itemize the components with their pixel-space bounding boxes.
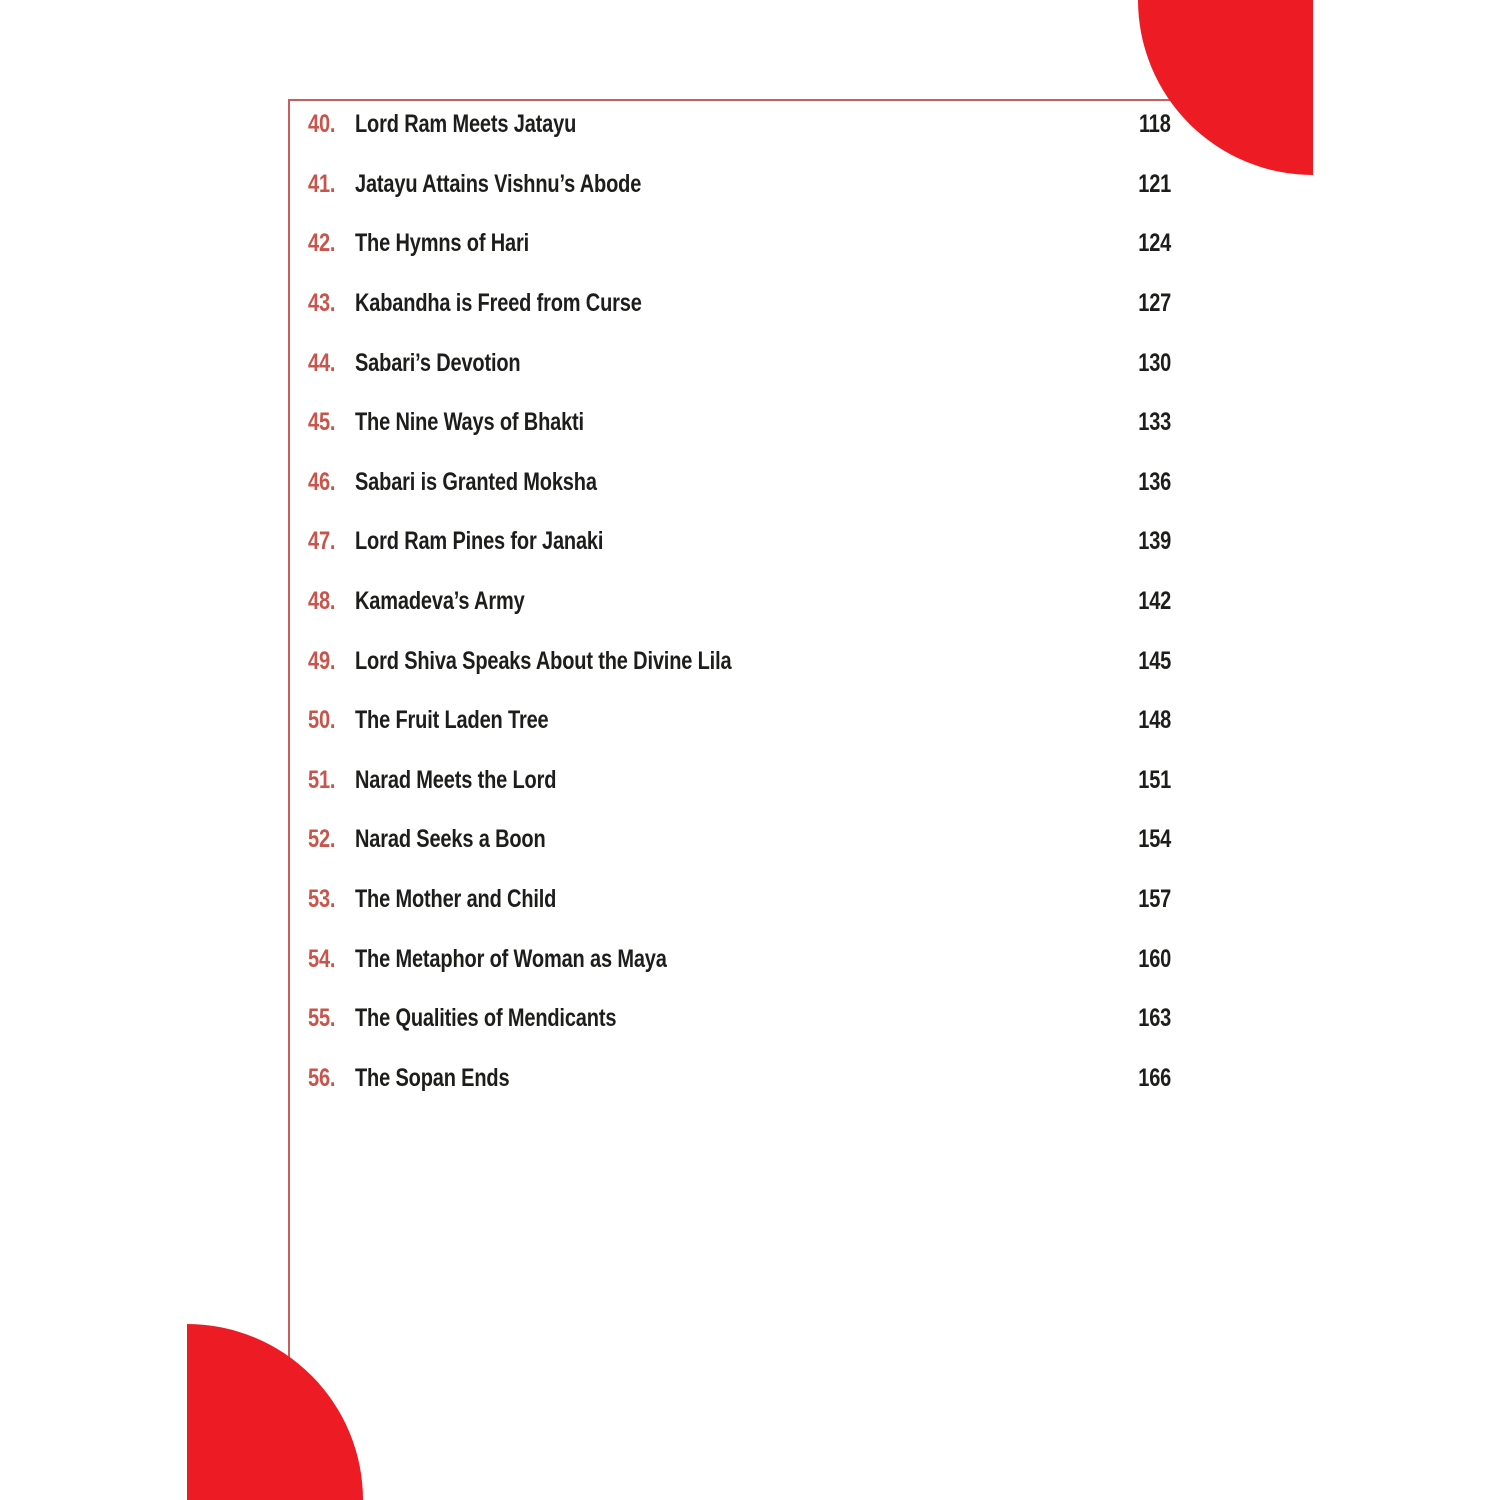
toc-row (308, 95, 1171, 155)
toc-entry-number: 50. (308, 706, 336, 735)
toc-entry-title: The Qualities of Mendicants (355, 1004, 617, 1033)
toc-entry-title: The Mother and Child (355, 885, 557, 914)
toc-row (308, 1049, 1171, 1109)
toc-entry-number: 41. (308, 169, 336, 198)
toc-row (308, 691, 1171, 751)
toc-row (308, 512, 1171, 572)
quarter-circle-decoration-bottom-left (187, 1324, 363, 1500)
toc-entry-number: 54. (308, 944, 336, 973)
toc-entry-number: 49. (308, 646, 336, 675)
toc-entry-page: 142 (1138, 587, 1171, 616)
toc-entry-page: 133 (1138, 408, 1171, 437)
toc-row (308, 989, 1171, 1049)
toc-entry-number: 48. (308, 587, 336, 616)
toc-row (308, 870, 1171, 930)
toc-entry-page: 127 (1138, 289, 1171, 318)
toc-entry-title: Jatayu Attains Vishnu’s Abode (355, 169, 642, 198)
toc-entry-number: 51. (308, 765, 336, 794)
toc-entry-page: 148 (1138, 706, 1171, 735)
toc-entry-title: Kabandha is Freed from Curse (355, 289, 642, 318)
toc-entry-number: 46. (308, 467, 336, 496)
toc-entry-number: 53. (308, 885, 336, 914)
toc-row (308, 751, 1171, 811)
toc-entry-title: Sabari’s Devotion (355, 348, 521, 377)
toc-row (308, 453, 1171, 513)
toc-entry-number: 40. (308, 110, 336, 139)
toc-entry-title: Kamadeva’s Army (355, 587, 525, 616)
toc-entry-number: 45. (308, 408, 336, 437)
toc-entry-page: 163 (1138, 1004, 1171, 1033)
toc-entry-number: 44. (308, 348, 336, 377)
toc-row (308, 155, 1171, 215)
toc-entry-title: The Fruit Laden Tree (355, 706, 549, 735)
toc-row (308, 214, 1171, 274)
toc-row (308, 929, 1171, 989)
toc-entry-page: 130 (1138, 348, 1171, 377)
toc-entry-page: 151 (1138, 765, 1171, 794)
toc-entry-page: 145 (1138, 646, 1171, 675)
toc-row (308, 393, 1171, 453)
toc-row (308, 572, 1171, 632)
toc-entry-page: 136 (1138, 467, 1171, 496)
toc-row (308, 333, 1171, 393)
toc-entry-number: 42. (308, 229, 336, 258)
toc-entry-page: 154 (1138, 825, 1171, 854)
toc-entry-title: Sabari is Granted Moksha (355, 467, 597, 496)
toc-entry-title: Lord Ram Pines for Janaki (355, 527, 604, 556)
toc-entry-number: 55. (308, 1004, 336, 1033)
toc-entry-title: The Sopan Ends (355, 1063, 510, 1092)
toc-entry-page: 139 (1138, 527, 1171, 556)
table-of-contents (308, 95, 1171, 1108)
frame-line-left (288, 99, 290, 1371)
toc-entry-title: Lord Ram Meets Jatayu (355, 110, 577, 139)
toc-entry-page: 121 (1138, 169, 1171, 198)
toc-entry-page: 160 (1138, 944, 1171, 973)
toc-entry-title: The Hymns of Hari (355, 229, 529, 258)
toc-entry-page: 124 (1138, 229, 1171, 258)
toc-row (308, 631, 1171, 691)
toc-entry-page: 118 (1139, 110, 1171, 139)
toc-entry-number: 52. (308, 825, 336, 854)
toc-entry-page: 166 (1138, 1063, 1171, 1092)
toc-entry-title: The Nine Ways of Bhakti (355, 408, 584, 437)
toc-row (308, 274, 1171, 334)
toc-entry-title: Narad Meets the Lord (355, 765, 557, 794)
toc-row (308, 810, 1171, 870)
toc-entry-number: 47. (308, 527, 336, 556)
toc-entry-number: 43. (308, 289, 336, 318)
toc-entry-number: 56. (308, 1063, 336, 1092)
toc-entry-title: The Metaphor of Woman as Maya (355, 944, 667, 973)
toc-entry-page: 157 (1138, 885, 1171, 914)
toc-entry-title: Lord Shiva Speaks About the Divine Lila (355, 646, 732, 675)
toc-entry-title: Narad Seeks a Boon (355, 825, 546, 854)
